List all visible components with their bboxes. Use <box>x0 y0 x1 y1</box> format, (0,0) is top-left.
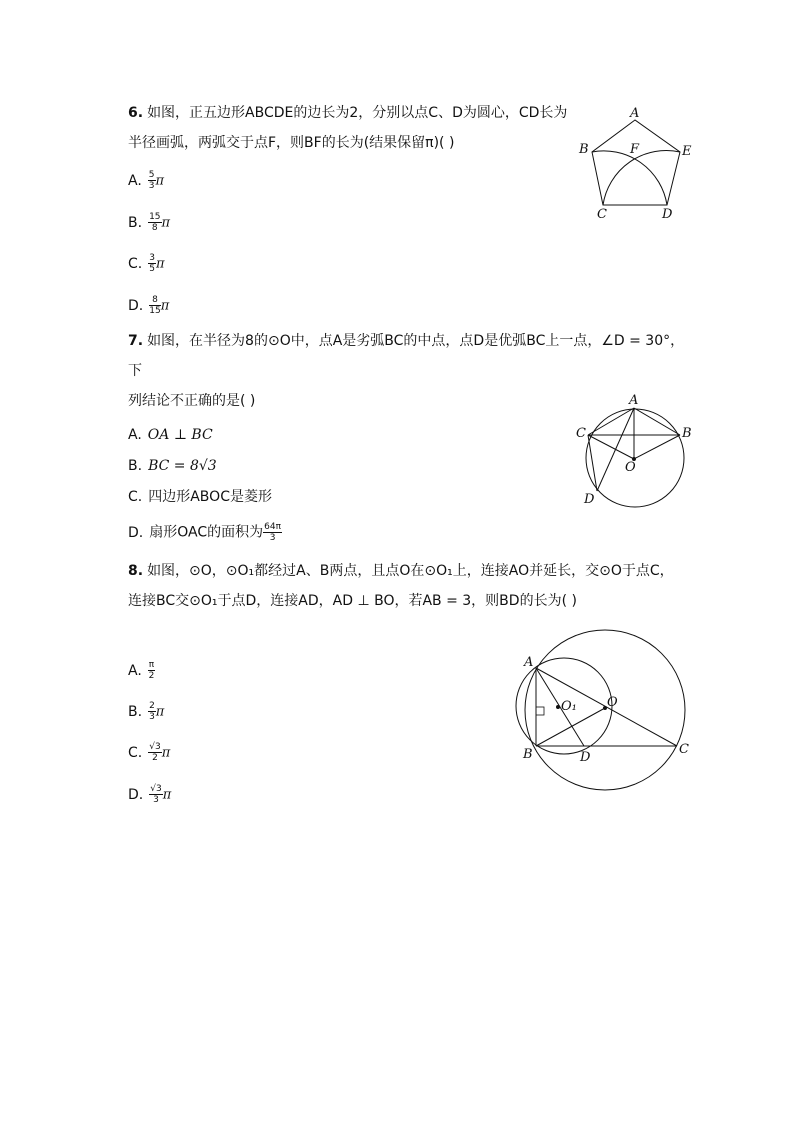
label-a: A <box>630 106 640 121</box>
question-6-option-c[interactable]: C. $\frac{3}{5}$ π <box>128 253 165 274</box>
segment-da <box>597 408 634 491</box>
label-b: B <box>523 747 533 762</box>
label-o: O <box>625 460 636 475</box>
fraction: $\frac{8}{15}$ <box>149 295 161 316</box>
question-6-line-1 <box>128 98 568 128</box>
fraction: $\frac{\pi}{2}$ <box>148 660 155 681</box>
label-c: C <box>576 426 586 441</box>
question-8-line-2: 连接BC交⊙O₁于点D，连接AD，AD ⊥ BO，若AB = 3，则BD的长为( ) <box>128 593 577 609</box>
question-6-stem <box>128 98 568 158</box>
question-7-option-b[interactable]: B. BC = 8√3 <box>128 458 217 474</box>
label-a: A <box>629 393 639 408</box>
fraction: $\frac{64\pi}{3}$ <box>264 522 281 543</box>
question-6-line-2: 半径画弧，两弧交于点F，则BF的长为(结果保留π)( ) <box>128 135 455 151</box>
label-f: F <box>630 142 640 157</box>
segment-ca <box>588 408 634 435</box>
question-6-number: 6. <box>128 105 144 121</box>
figure-pentagon <box>570 100 700 225</box>
question-6-option-a[interactable]: A. $\frac{5}{3}$ π <box>128 170 165 191</box>
figure-two-circles <box>505 620 705 800</box>
question-8-number: 8. <box>128 563 144 579</box>
label-a: A <box>524 655 534 670</box>
segment-bo <box>634 435 680 459</box>
question-7-text-1: 如图，在半径为8的⊙O中，点A是劣弧BC的中点，点D是优弧BC上一点，∠D = 30°，下 <box>128 333 685 379</box>
label-e: E <box>682 144 692 159</box>
label-o: O <box>607 695 618 710</box>
fraction: $\frac{3}{5}$ <box>149 253 155 274</box>
figure-circle-q7 <box>570 390 700 515</box>
label-d: D <box>584 492 595 507</box>
question-7-option-c[interactable]: C. 四边形ABOC是菱形 <box>128 489 272 505</box>
label-o1: O₁ <box>561 699 577 714</box>
arc-centered-c <box>592 151 667 205</box>
fraction: $\frac{√3}{3}$ <box>150 784 162 805</box>
segment-ab <box>634 408 680 435</box>
question-8-option-d[interactable]: D. $\frac{√3}{3}$ π <box>128 784 172 805</box>
pentagon-abcde <box>592 120 680 205</box>
fraction: $\frac{15}{8}$ <box>149 212 161 233</box>
question-7-line-1 <box>128 326 698 386</box>
question-7-line-2: 列结论不正确的是( ) <box>128 393 256 409</box>
question-8-text-1: 如图，⊙O，⊙O₁都经过A、B两点，且点O在⊙O₁上，连接AO并延长，交⊙O于点C， <box>147 563 674 579</box>
fraction: $\frac{2}{3}$ <box>149 701 155 722</box>
label-d: D <box>662 207 673 222</box>
fraction: $\frac{√3}{2}$ <box>149 742 161 763</box>
question-7-option-a[interactable]: A. OA ⊥ BC <box>128 427 213 443</box>
arc-centered-d <box>603 151 680 205</box>
center-dot-o1 <box>556 705 560 709</box>
label-c: C <box>679 742 689 757</box>
label-b: B <box>682 426 692 441</box>
label-d: D <box>580 750 591 765</box>
question-6-option-d[interactable]: D. $\frac{8}{15}$ π <box>128 295 170 316</box>
fraction: $\frac{5}{3}$ <box>148 170 155 191</box>
question-8-stem <box>128 556 698 616</box>
question-8-option-c[interactable]: C. $\frac{√3}{2}$ π <box>128 742 171 763</box>
segment-co <box>588 435 634 459</box>
question-6-text-1: 如图，正五边形ABCDE的边长为2，分别以点C、D为圆心，CD长为 <box>147 105 568 121</box>
question-7-number: 7. <box>128 333 144 349</box>
label-c: C <box>597 207 607 222</box>
right-angle-marker <box>536 707 544 715</box>
question-8-option-a[interactable]: A. $\frac{\pi}{2}$ <box>128 660 155 681</box>
label-b: B <box>579 142 589 157</box>
question-7-option-d[interactable]: D. 扇形OAC的面积为 $\frac{64\pi}{3}$ <box>128 522 281 543</box>
question-6-option-b[interactable]: B. $\frac{15}{8}$ π <box>128 212 171 233</box>
question-8-line-1 <box>128 556 698 586</box>
question-8-option-b[interactable]: B. $\frac{2}{3}$ π <box>128 701 165 722</box>
